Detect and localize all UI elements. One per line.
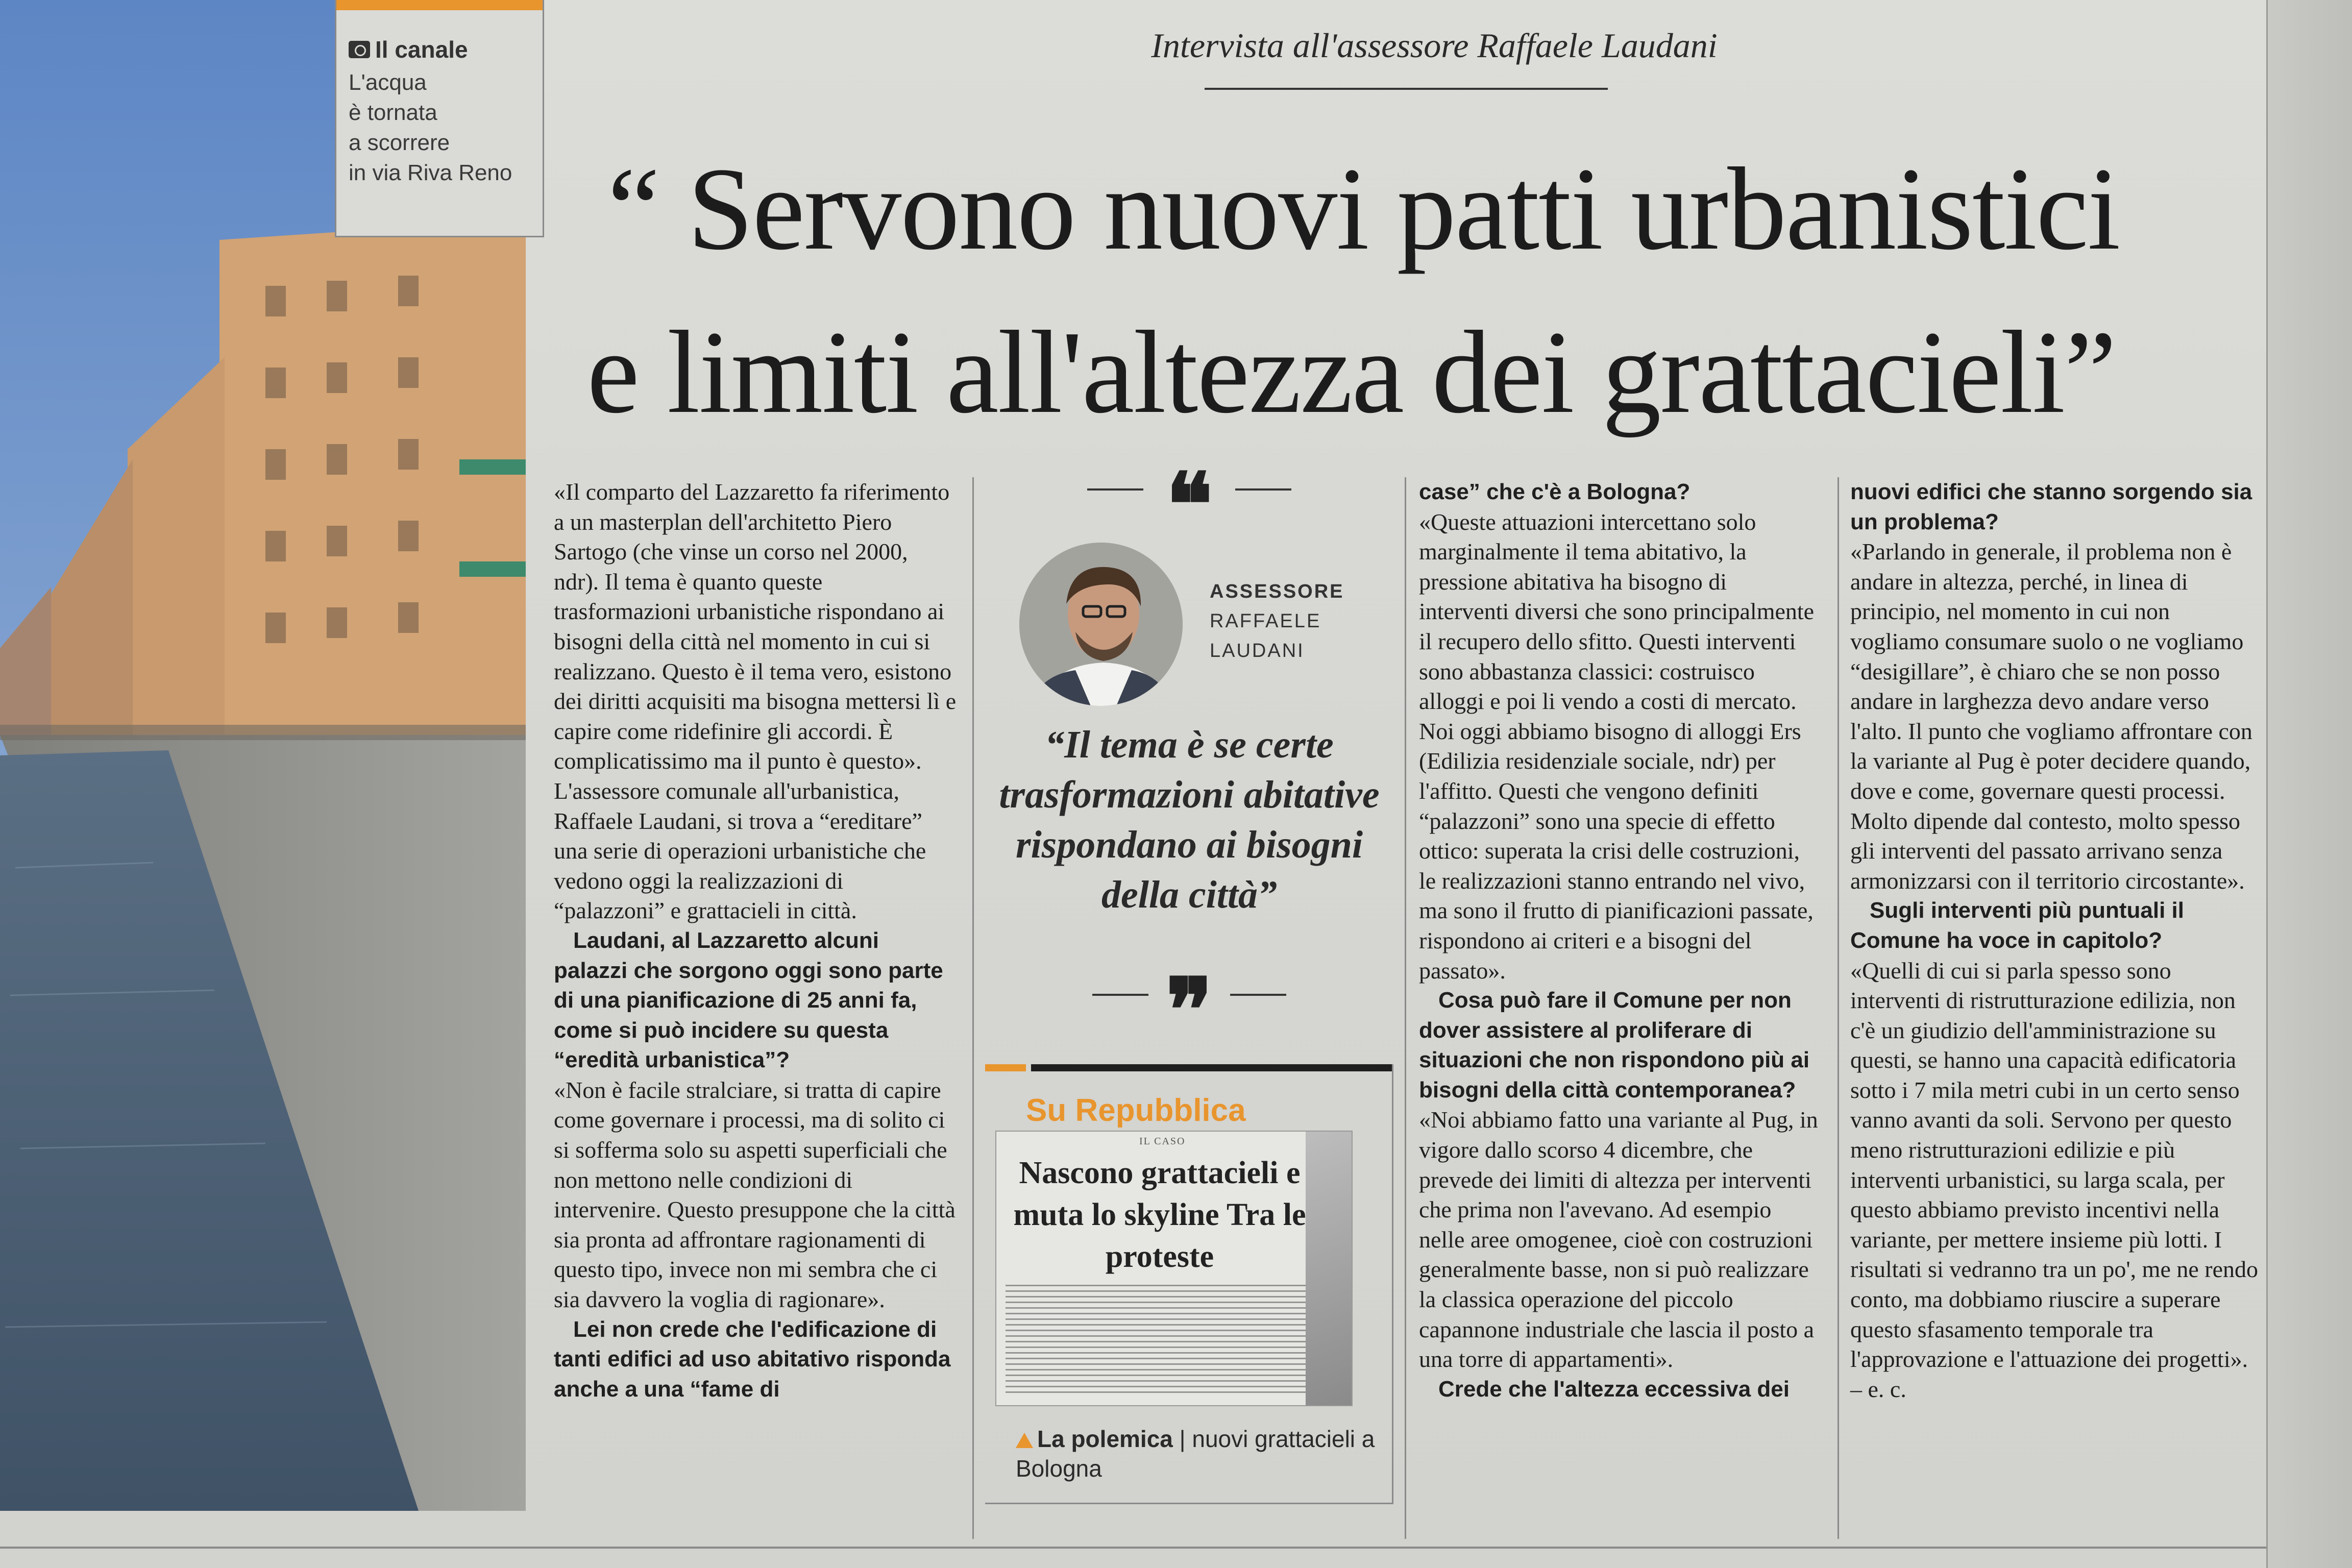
article-kicker: Intervista all'assessore Raffaele Laudani (1151, 26, 1718, 65)
quote-rule-right (1235, 488, 1291, 491)
assessor-name-line: LAUDANI (1210, 640, 1305, 662)
caption-accent-bar (336, 0, 543, 10)
article-column-1 (554, 477, 957, 1404)
interview-question: Cosa può fare il Comune per non dover assistere al proliferare di situazioni che non rispondono più ai bisogni della città contemporanea? (1419, 988, 1810, 1102)
caption-line: L'acqua (349, 70, 427, 95)
promo-label: Su Repubblica (1026, 1093, 1246, 1128)
interview-answer: «Queste attuazioni intercettano solo marginalmente il tema abitativo, la pressione abitativa ha bisogno di interventi diversi che sono principalmente il recupero dello sfitto. Questi interventi sono abbastanza classici: costruisco alloggi e poi li vendo a costi di mercato. Noi oggi abbiamo bisogno di alloggi Ers (Edilizia residenziale sociale, ndr) per l'affitto. Questi che vengono definiti “palazzoni” sono una specie di effetto ottico: superata la crisi delle costruzioni, le realizzazioni stanno entrando nel vivo, ma sono il frutto di pianificazioni passate, rispondono ai criteri e a bisogni del passato». (1419, 508, 1815, 984)
clip-photo (1306, 1132, 1352, 1406)
promo-top-bar (985, 1064, 1393, 1071)
assessor-role-label: ASSESSORE (1210, 581, 1344, 602)
interview-question: Crede che l'altezza eccessiva dei (1438, 1376, 1790, 1402)
interview-answer: «Noi abbiamo fatto una variante al Pug, in vigore dallo scorso 4 dicembre, che prevede dei limiti di altezza per interventi che prima non l'avevano. Ad esempio nelle aree omogenee, cioè con costruzioni generalmente basse, non si può realizzare la classica operazione del piccolo capannone industriale che lascia il posto a una torre di appartamenti». (1419, 1107, 1818, 1373)
page-bottom-rule (0, 1547, 2352, 1549)
newspaper-clipping (995, 1131, 1353, 1406)
photo-caption-text (349, 67, 543, 188)
assessor-role-block (1210, 577, 1344, 666)
pull-quote: “Il tema è se certe trasformazioni abitative rispondano ai bisogni della città” (999, 723, 1380, 916)
interview-question: Sugli interventi più puntuali il Comune ha voce in capitolo? (1850, 898, 2184, 953)
interview-answer: «Quelli di cui si parla spesso sono interventi di ristrutturazione edilizia, non c'è un giudizio dell'amministrazione su questi, se hanno una capacità edificatoria sotto i 7 mila metri cubi in un certo senso vanno avanti da soli. Servono per questo meno ristrutturazioni edilizie e più interventi urbanistici, su larga scala, per questo abbiamo previsto incentivi nella variante, per mettere insieme più lotti. I risultati si vedranno tra un po', me ne rendo conto, ma dobbiamo riuscire a superare questo sfasamento temporale tra l'approvazione e l'attuazione dei progetti». – e. c. (1850, 957, 2259, 1402)
open-quote-icon: ❝ (1166, 457, 1213, 554)
column-divider (972, 477, 974, 1539)
caption-title-text: Il canale (375, 36, 468, 63)
article-column-4 (1850, 477, 2264, 1404)
interview-question: Laudani, al Lazzaretto alcuni palazzi che sorgono oggi sono parte di una pianificazione di 25 anni fa, come si può incidere su questa “eredità urbanistica”? (554, 927, 943, 1073)
camera-icon (349, 41, 370, 58)
assessor-name-line: RAFFAELE (1210, 610, 1321, 632)
interview-answer: «Il comparto del Lazzaretto fa riferimento a un masterplan dell'architetto Piero Sartogo (che vinse un corso nel 2000, ndr). Il tema è quanto queste trasformazioni urbanistiche rispondano ai bisogni della città nel momento in cui si realizzano. Questo è il tema vero, esistono dei diritti acquisiti ma bisogna mettersi lì e capire come ridefinire gli accordi. È complicatissimo ma il punto è questo». L'assessore comunale all'urbanistica, Raffaele Laudani, si trova a “ereditare” una serie di operazioni urbanistiche che vedono oggi la realizzazioni di “palazzoni” e grattacieli in città. (554, 479, 957, 924)
triangle-up-icon (1016, 1433, 1033, 1448)
promo-caption (1016, 1424, 1393, 1483)
photo-caption-title (349, 36, 468, 63)
column-divider (1405, 477, 1406, 1539)
clip-headline: Nascono grattacieli e muta lo skyline Tra le proteste (1013, 1156, 1306, 1274)
interview-question: case” che c'è a Bologna? (1419, 479, 1690, 504)
column-divider (1837, 477, 1839, 1539)
photo-caption-box (335, 0, 544, 237)
headline-line-1: “ Servono nuovi patti urbanistici (607, 143, 2120, 275)
interview-sidebar (985, 457, 1393, 1529)
interview-answer: «Non è facile stralciare, si tratta di capire come governare i processi, ma di solito ci si sofferma solo su aspetti superficiali che non mettono nelle condizioni di intervenire. Questo presuppone che la città sia pronta ad affrontare ragionamenti di questo tipo, invece non mi sembra che ci sia davvero la voglia di ragionare». (554, 1076, 955, 1313)
promo-caption-bold: La polemica (1037, 1426, 1173, 1452)
su-repubblica-promo (985, 1064, 1393, 1513)
assessor-portrait (1019, 543, 1183, 706)
kicker-rule (1205, 88, 1608, 90)
headline-line-2: e limiti all'altezza dei grattacieli” (587, 307, 2116, 438)
interview-question: Lei non crede che l'edificazione di tanti edifici ad uso abitativo risponda anche a una “fame di (554, 1316, 951, 1402)
caption-line: a scorrere (349, 130, 450, 155)
article-column-3 (1419, 477, 1822, 1404)
caption-line: è tornata (349, 100, 437, 125)
clip-body-text (1006, 1285, 1327, 1397)
clip-kicker: IL CASO (1139, 1136, 1186, 1147)
adjacent-page-edge (2266, 0, 2352, 1568)
interview-answer: «Parlando in generale, il problema non è andare in altezza, perché, in linea di principio, nel momento in cui non vogliamo consumare suolo o ne vogliamo “desigillare”, è chiaro che se non posso andare in larghezza devo andare verso l'alto. Il punto che vogliamo affrontare con la variante al Pug è poter decidere quando, dove e come, governare questi processi. Molto dipende dal contesto, molto spesso gli interventi del passato arrivano senza armonizzarsi con il territorio circostante». (1850, 538, 2252, 894)
close-quote-icon: ❞ (1166, 962, 1213, 1059)
quote-rule-right (1230, 994, 1286, 996)
promo-caption-rest: | nuovi grattacieli a Bologna (1016, 1426, 1375, 1482)
caption-line: in via Riva Reno (349, 160, 512, 185)
interview-question: nuovi edifici che stanno sorgendo sia un problema? (1850, 479, 2252, 534)
